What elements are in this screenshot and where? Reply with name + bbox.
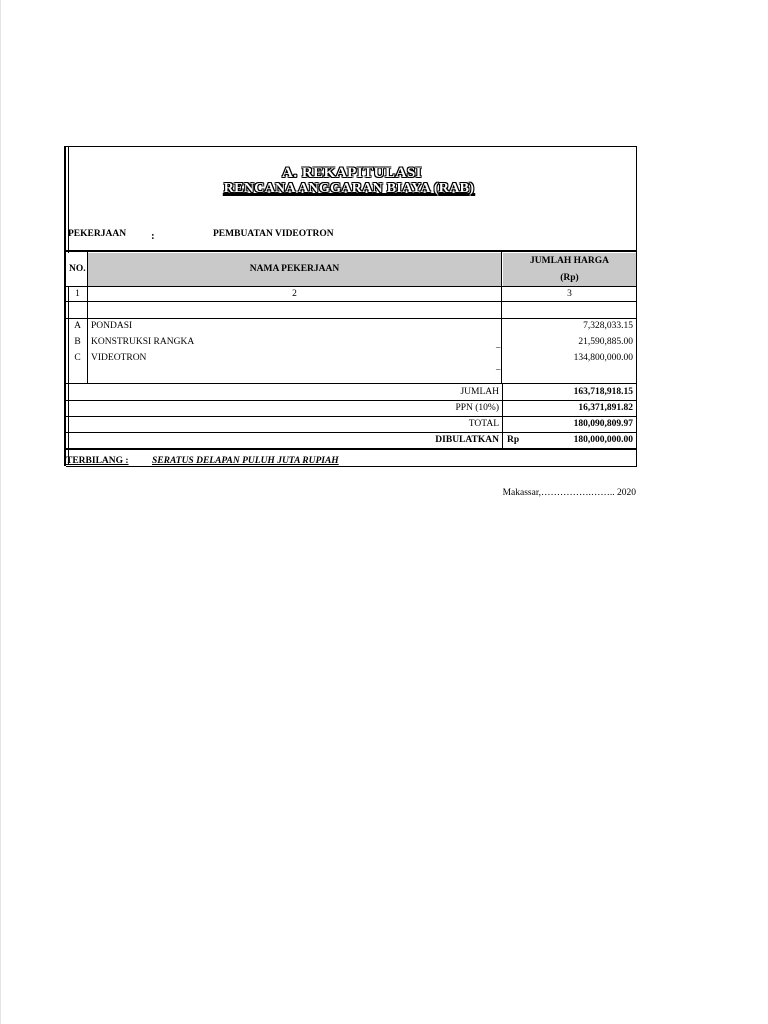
colnum-bottom-border — [66, 301, 637, 302]
row-c-name: VIDEOTRON — [91, 353, 147, 363]
colnum-2: 2 — [292, 289, 297, 299]
jumlah-value: 163,718,918.15 — [573, 387, 633, 397]
row-a-name: PONDASI — [91, 321, 133, 331]
dibulatkan-currency: Rp — [507, 435, 520, 445]
summary-line-3 — [66, 432, 637, 433]
row-mark-1: _ — [496, 339, 501, 349]
terbilang-label: TERBILANG : — [66, 456, 129, 466]
ppn-value: 16,371,891.82 — [578, 403, 633, 413]
row-c-no: C — [74, 353, 81, 363]
header-no: NO. — [69, 264, 86, 274]
summary-line-1 — [66, 400, 637, 401]
project-separator: : — [151, 230, 155, 242]
header-bottom-border — [66, 286, 637, 287]
dibulatkan-label: DIBULATKAN — [435, 435, 499, 445]
project-value: PEMBUATAN VIDEOTRON — [213, 229, 334, 239]
row-b-amount: 21,590,885.00 — [578, 337, 633, 347]
summary-top-border — [66, 383, 637, 384]
header-rp: (Rp) — [560, 273, 579, 283]
ppn-label: PPN (10%) — [455, 403, 499, 413]
terbilang-bottom-border — [66, 466, 637, 467]
jumlah-label: JUMLAH — [460, 387, 499, 397]
colnum-3: 3 — [567, 289, 572, 299]
place-date: Makassar,…………….…….. 2020 — [502, 488, 636, 498]
terbilang-value: SERATUS DELAPAN PULUH JUTA RUPIAH — [152, 456, 339, 466]
project-label: PEKERJAAN — [68, 229, 127, 239]
header-nama-pekerjaan: NAMA PEKERJAAN — [249, 264, 340, 274]
total-value: 180,090,809.97 — [573, 419, 633, 429]
row-b-no: B — [74, 337, 81, 347]
summary-line-2 — [66, 416, 637, 417]
title-rab-text: RENCANA ANGGARAN BIAYA (RAB) — [223, 181, 475, 196]
blank-row-border — [66, 318, 637, 319]
dibulatkan-value: 180,000,000.00 — [573, 435, 633, 445]
header-top-border — [66, 250, 637, 252]
col-divider-amount — [501, 252, 502, 383]
row-c-amount: 134,800,000.00 — [573, 353, 633, 363]
header-jumlah-harga: JUMLAH HARGA — [530, 256, 609, 266]
colnum-1: 1 — [75, 289, 80, 299]
col-divider-no — [87, 252, 88, 383]
row-mark-2: _ — [496, 361, 501, 371]
row-a-amount: 7,328,033.15 — [583, 321, 633, 331]
page-edge — [0, 0, 1, 1024]
row-a-no: A — [74, 321, 81, 331]
summary-bottom-border — [66, 448, 637, 450]
title-rekapitulasi: A. REKAPITULASI — [281, 165, 423, 181]
total-label: TOTAL — [468, 419, 499, 429]
row-b-name: KONSTRUKSI RANGKA — [91, 337, 195, 347]
title-rab — [66, 181, 638, 197]
